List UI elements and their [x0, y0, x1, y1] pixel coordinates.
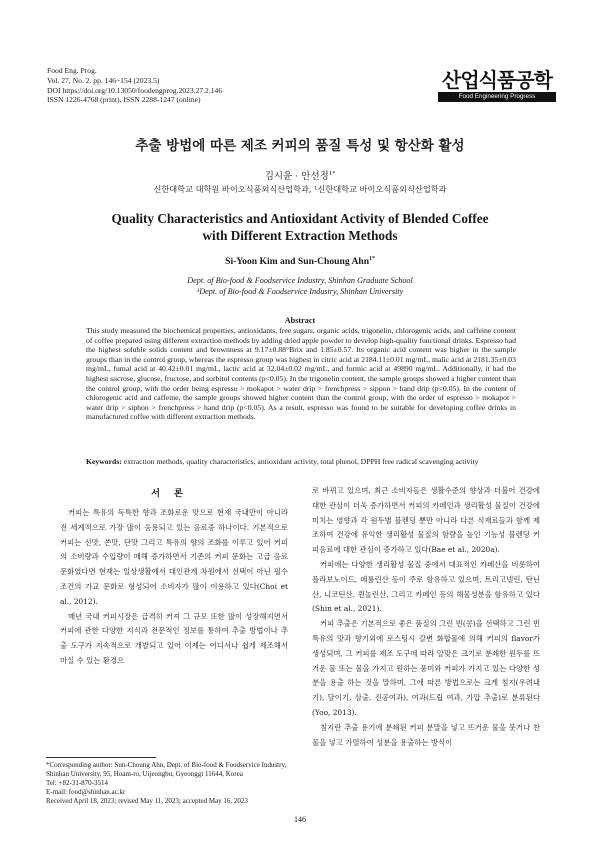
keywords-label: Keywords: [86, 457, 122, 466]
left-paragraph: 커피는 특유의 독특한 향과 조화로운 맛으로 현재 국내만이 아니라 전 세계적으로 가장 많이 음용되고 있는 음료중 하나이다. 기본적으로 커피는 신맛, 쓴맛, 단맛 그리고 특유의 향의 조화를 이루고 있어 커피의 소비량과 수입량이 매해 증가하면서 기존의 커피 문화는 고급 음료 문화였다면 현재는 일상생활에서 대인관계 차원에서 선택이 아닌 필수 조건의 가교 문화로 형성되어 소비자가 많이 이용하고 있다(Choi et al., 2012). [60, 508, 288, 606]
corresponding-author: *Corresponding author: Sun-Choung Ahn, Dept. of Bio-food & Foodservice Industry, Shinhan University, 95, Hoam-ro, Uijeongbu, Gyeonggi 11644, Korea [46, 761, 287, 779]
english-author-sup: 1* [369, 256, 375, 262]
right-paragraph: 커피 추출은 기본적으로 좋은 품질의 그린 빈(콩)을 선택하고 그린 빈 특유의 맛과 향기외에 로스팅시 갈변 화합물에 의해 커피의 flavor가 생성되며, 그 커피를 제조 도구에 따라 알맞은 크기로 분쇄한 원두를 뜨거운 물 또는 물을 가지고 원하는 풍미와 커피가 가지고 있는 다양한 성분을 용출 하는 것을 말하며, 그에 따른 방법으로는 크게 침지(우려내기), 달이기, 삼출, 진공여과), 여과(드립 여과, 가압 추출)로 분류된다(Yoo, 2013). [312, 619, 540, 717]
journal-name: Food Eng. Prog. [47, 66, 97, 75]
english-affiliation [0, 276, 600, 297]
right-paragraph: 로 바뀌고 있으며, 최근 소비자들은 생활수준의 향상과 더불어 건강에 대한 관심이 더욱 증가하면서 커피의 카페인과 생리활성 물질이 건강에 미치는 영향과 각 원두별 블렌딩 뿐만 아니라 다른 식재료들과 함께 제조하여 건강에 유익한 생리활성 물질의 함량을 높인 기능성 블렌딩 커피음료에 대한 관심이 증가하고 있다(Bae et al., 2020a). [312, 486, 540, 555]
logo-subtitle: Food Engineering Progress [438, 92, 556, 102]
journal-volume: Vol. 27, No. 2. pp. 146~154 (2023.5) [47, 75, 160, 85]
author-tel: Tel: +82-31-870-3514 [46, 779, 108, 788]
english-affiliation-line-2: ¹Dept. of Bio-food & Foodservice Industry, Shinhan University [196, 286, 404, 296]
english-authors [0, 256, 600, 267]
footnote-rule [46, 757, 156, 758]
abstract-body: This study measured the biochemical properties, antioxidants, free sugars, organic acids, trigonelin, chlorogenic acids, and caffeine content of coffee prepared using different extraction methods by adding dried apple powder to develop high-quality functional drinks. Espresso had the highest soluble solids content and brownness at 9.17±0.88°Brix and 1.85±0.57. Its organic acid content was higher in the sample groups than in the control group, whereas the espresso group was highest in citric acid at 2184.11±0.01 mg/mL, malic acid at 2181.35±0.03 mg/mL, fumal acid at 40.42±0.01 mg/mL, lactic acid at 32.04±0.02 mg/mL, and formic acid at 49890 mg/mL. Additionally, it had the highest sucrose, glucose, fructose, and sorbitol contents (p<0.05). In the trigonelin content, the sample groups showed a higher content than the control group, with the order being espresso > mokapot > water drip > frenchpress > sippon > hand drip (p<0.05). In the content of chlorogenic acid and caffeine, the sample groups showed higher content than the control group, with the order of espresso > mokapot > water drip > siphon > frenchpress > hand drip (p<0.05). As a result, espresso was found to be suitable for developing coffee drinks in manufactured coffee with different extraction methods. [86, 326, 516, 422]
abstract-heading: Abstract [284, 316, 316, 325]
author-email: E-mail: food@shinhan.ac.kr [46, 788, 126, 797]
section-heading-introduction: 서론 [151, 488, 197, 499]
korean-affiliation: 신한대학교 대학원 바이오식품외식산업학과, ¹신한대학교 바이오식품외식산업학과 [153, 184, 447, 194]
journal-meta [47, 66, 222, 105]
page-number: 146 [294, 815, 306, 824]
english-title [0, 210, 600, 244]
received-dates: Received April 18, 2023; revised May 11, 2023; accepted May 16, 2023 [46, 797, 248, 806]
journal-doi: DOI https://doi.org/10.13050/foodengprog.2023.27.2.146 [47, 85, 223, 95]
english-author-names: Si-Yoon Kim and Sun-Choung Ahn [225, 256, 370, 268]
english-title-line-1: Quality Characteristics and Antioxidant Activity of Blended Coffee [111, 211, 489, 226]
left-column [60, 506, 288, 669]
keywords [86, 457, 516, 467]
korean-author-sup: 1* [328, 170, 336, 177]
journal-logo [438, 64, 556, 108]
keywords-text: extraction methods, quality characteristics, antioxidant activity, total phenol, DPPH free radical scavenging activity [123, 457, 479, 466]
left-paragraph: 매년 국내 커피시장은 급격히 커져 그 규모 또한 많이 성장해지면서 커피에 관한 다양한 지식과 전문적인 정보를 통하여 추출 방법이나 추출 도구가 지속적으로 개발되고 있어 이제는 어디서나 쉽게 제조해서 마실 수 있는 환경으 [60, 611, 288, 665]
footnote [46, 761, 296, 806]
english-affiliation-line-1: Dept. of Bio-food & Foodservice Industry, Shinhan Graduate School [187, 276, 413, 285]
journal-issn: ISSN 1226-4768 (print), ISSN 2288-1247 (online) [47, 95, 201, 105]
korean-title: 추출 방법에 따른 제조 커피의 품질 특성 및 항산화 활성 [135, 138, 465, 154]
english-title-line-2: with Different Extraction Methods [202, 228, 398, 243]
right-paragraph: 침지란 추출 용기에 분쇄된 커피 분말을 넣고 뜨거운 물을 붓거나 찬물을 넣고 가열하여 성분을 용출하는 방식이 [312, 722, 540, 747]
korean-author-names: 김시윤 · 안선정 [264, 171, 329, 182]
right-column [312, 484, 540, 750]
right-paragraph: 커피에는 다양한 생리활성 물질 중에서 대표적인 카페산을 비롯하여 플라보노이드, 페룰린산 등이 주로 함유하고 있으며, 트리고넬린, 탄닌산, 니코틴산, 퀸놀린산, 그리고 카페인 등의 해물성분을 함유하고 있다(Shin et al., 2021). [312, 559, 540, 614]
logo-title: 산업식품공학 [442, 68, 552, 92]
korean-authors [0, 168, 600, 182]
